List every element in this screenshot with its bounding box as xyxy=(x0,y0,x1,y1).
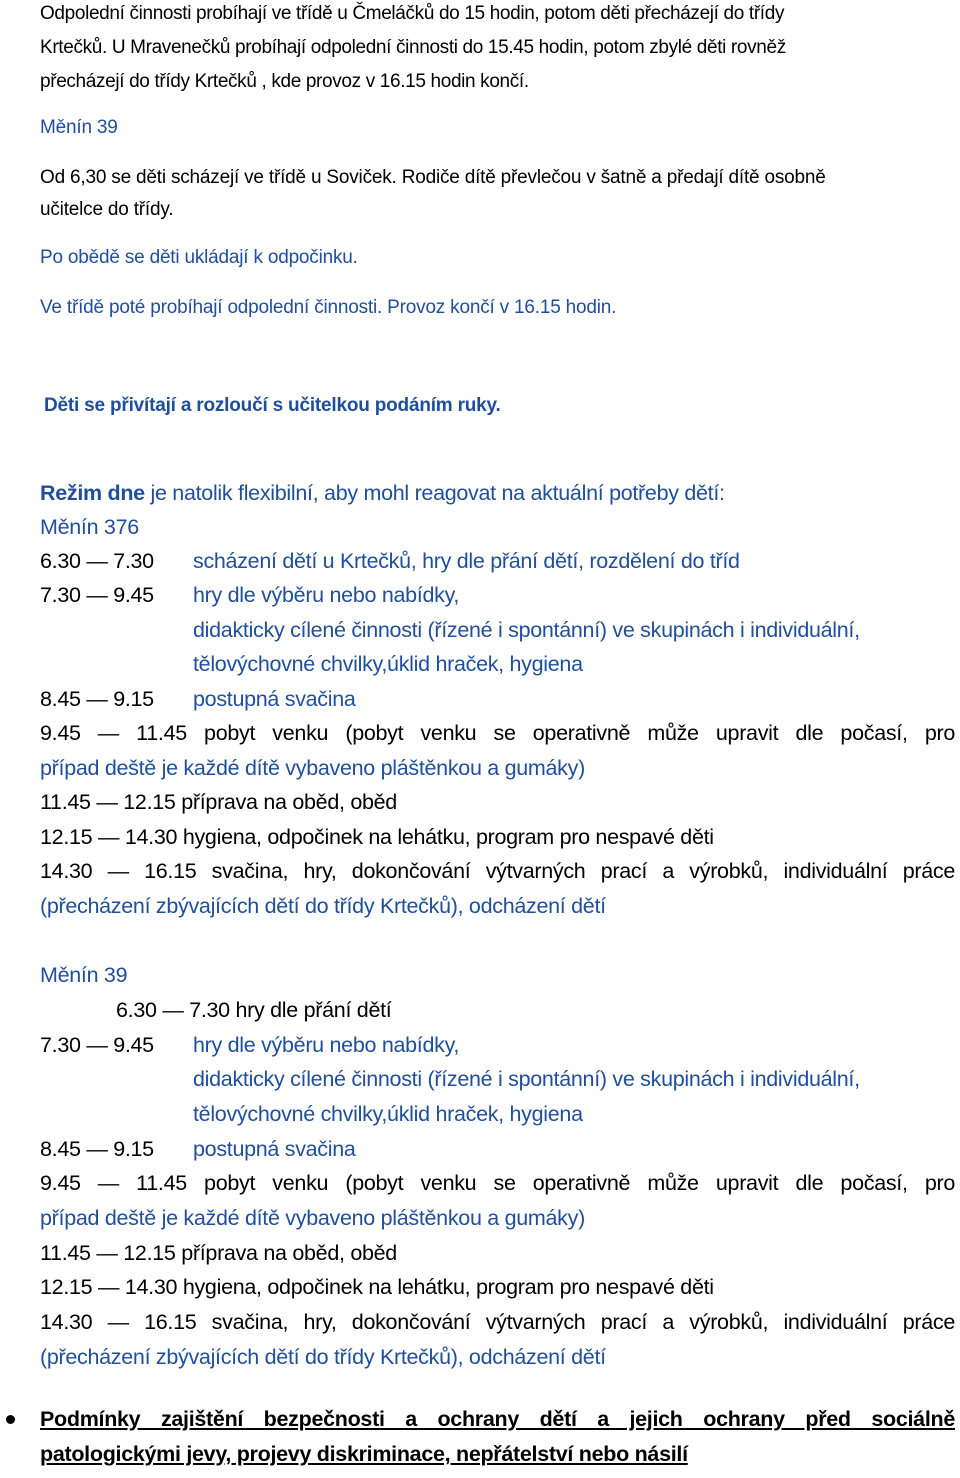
regime-text: je natolik flexibilní, aby mohl reagovat na aktuální potřeby dětí: xyxy=(144,481,725,505)
schedule1-row5: 11.45 — 12.15 příprava na oběd, oběd xyxy=(40,790,397,814)
schedule1-row2-text: hry dle výběru nebo nabídky, xyxy=(193,583,460,607)
intro-line-1: Odpolední činnosti probíhají ve třídě u Čmeláčků do 15 hodin, potom děti přecházejí do třídy xyxy=(40,3,785,24)
schedule1-row2-text3: tělovýchovné chvilky,úklid hraček, hygiena xyxy=(193,652,583,676)
schedule1-row7-line2: (přecházení zbývajících dětí do třídy Krtečků), odcházení dětí xyxy=(40,894,606,918)
schedule2-row4-line1: 9.45 — 11.45 pobyt venku (pobyt venku se operativně může upravit dle počasí, pro xyxy=(40,1171,955,1195)
schedule2-row2-text2: didakticky cílené činnosti (řízené i spontánní) ve skupinách i individuální, xyxy=(193,1067,860,1091)
section-heading-line1: Podmínky zajištění bezpečnosti a ochrany dětí a jejich ochrany před sociálně xyxy=(40,1407,955,1431)
schedule1-row2-text2: didakticky cílené činnosti (řízené i spontánní) ve skupinách i individuální, xyxy=(193,618,860,642)
schedule2-row2-time: 7.30 — 9.45 xyxy=(40,1033,154,1057)
schedule2-row3-time: 8.45 — 9.15 xyxy=(40,1137,154,1161)
schedule2-row5: 11.45 — 12.15 příprava na oběd, oběd xyxy=(40,1241,397,1265)
schedule2-row6: 12.15 — 14.30 hygiena, odpočinek na lehátku, program pro nespavé děti xyxy=(40,1275,714,1299)
menin39-heading: Měnín 39 xyxy=(40,117,118,138)
greeting-text: Děti se přivítají a rozloučí s učitelkou podáním ruky. xyxy=(44,395,501,416)
schedule1-row7-line1: 14.30 — 16.15 svačina, hry, dokončování výtvarných prací a výrobků, individuální práce xyxy=(40,859,955,883)
schedule1-row2-time: 7.30 — 9.45 xyxy=(40,583,154,607)
section-heading-line2: patologickými jevy, projevy diskriminace, nepřátelství nebo násilí xyxy=(40,1442,688,1466)
schedule2-row7-line2: (přecházení zbývajících dětí do třídy Krtečků), odcházení dětí xyxy=(40,1345,606,1369)
schedule1-row3-time: 8.45 — 9.15 xyxy=(40,687,154,711)
regime-label: Režim dne xyxy=(40,481,145,505)
bullet-icon xyxy=(6,1415,15,1424)
schedule2-row2-text: hry dle výběru nebo nabídky, xyxy=(193,1033,460,1057)
schedule2-row1: 6.30 — 7.30 hry dle přání dětí xyxy=(116,998,392,1022)
schedule1-row3-text: postupná svačina xyxy=(193,687,356,711)
regime-line xyxy=(40,478,725,508)
schedule2-row4-line2: případ deště je každé dítě vybaveno pláštěnkou a gumáky) xyxy=(40,1206,585,1230)
schedule1-row1-time: 6.30 — 7.30 xyxy=(40,549,154,573)
intro-line-3: přecházejí do třídy Krtečků , kde provoz v 16.15 hodin končí. xyxy=(40,71,529,92)
schedule1-row1-text: scházení dětí u Krtečků, hry dle přání dětí, rozdělení do tříd xyxy=(193,549,740,573)
menin39-line-1: Od 6,30 se děti scházejí ve třídě u Soviček. Rodiče dítě převlečou v šatně a předají dítě osobně xyxy=(40,167,826,188)
menin39-line-2: učitelce do třídy. xyxy=(40,199,174,220)
schedule2-heading: Měnín 39 xyxy=(40,963,128,987)
menin39-line-3: Po obědě se děti ukládají k odpočinku. xyxy=(40,247,358,268)
schedule2-row3-text: postupná svačina xyxy=(193,1137,356,1161)
schedule1-row6: 12.15 — 14.30 hygiena, odpočinek na lehátku, program pro nespavé děti xyxy=(40,825,714,849)
menin39-line-4: Ve třídě poté probíhají odpolední činnosti. Provoz končí v 16.15 hodin. xyxy=(40,297,617,318)
schedule1-heading: Měnín 376 xyxy=(40,515,139,539)
schedule1-row4-line2: případ deště je každé dítě vybaveno pláštěnkou a gumáky) xyxy=(40,756,585,780)
schedule2-row2-text3: tělovýchovné chvilky,úklid hraček, hygiena xyxy=(193,1102,583,1126)
schedule1-row4-line1: 9.45 — 11.45 pobyt venku (pobyt venku se operativně může upravit dle počasí, pro xyxy=(40,721,955,745)
schedule2-row7-line1: 14.30 — 16.15 svačina, hry, dokončování výtvarných prací a výrobků, individuální práce xyxy=(40,1310,955,1334)
intro-line-2: Krtečků. U Mravenečků probíhají odpolední činnosti do 15.45 hodin, potom zbylé děti rovněž xyxy=(40,37,786,58)
